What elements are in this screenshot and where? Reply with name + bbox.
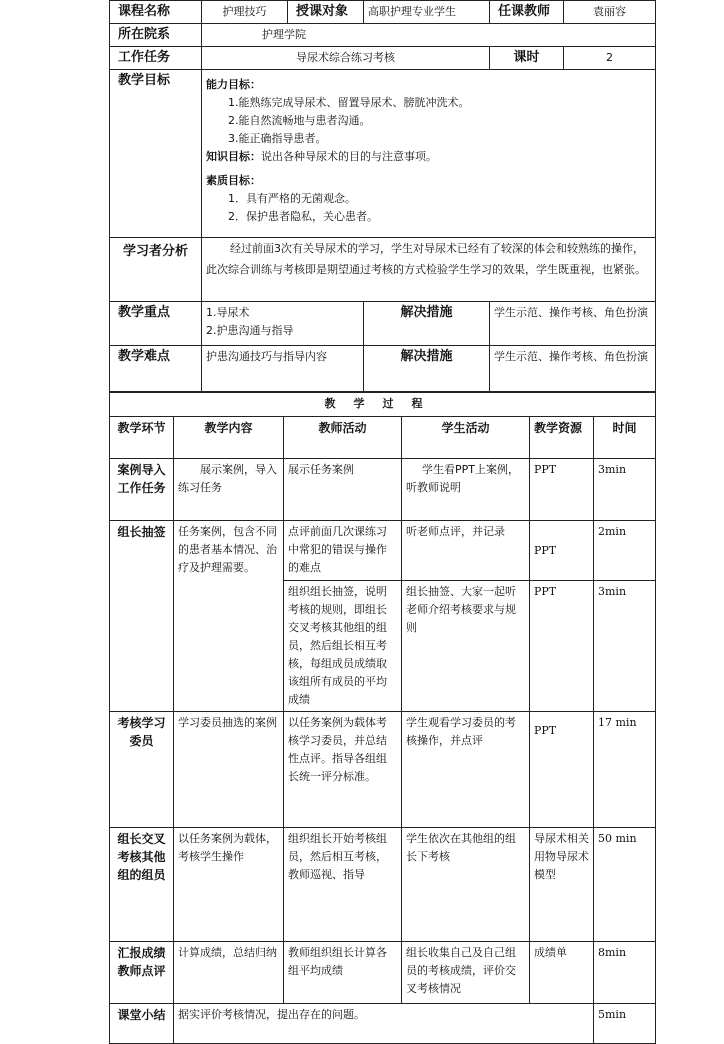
table-row bbox=[110, 712, 656, 828]
dept-value: 护理学院 bbox=[202, 24, 656, 47]
hours-label: 课时 bbox=[490, 47, 564, 70]
time-cell: 8min bbox=[594, 942, 656, 1004]
time-cell: 3min bbox=[594, 581, 656, 712]
content-cell: 计算成绩，总结归纳 bbox=[174, 942, 284, 1004]
key-item: 2.护患沟通与指导 bbox=[206, 324, 294, 337]
task-label: 工作任务 bbox=[110, 47, 202, 70]
ability-item: 1.能熟练完成导尿术、留置导尿术、膀胱冲洗术。 bbox=[228, 96, 470, 109]
student-cell: 听老师点评，并记录 bbox=[402, 521, 530, 581]
task-value: 导尿术综合练习考核 bbox=[202, 47, 490, 70]
audience: 高职护理专业学生 bbox=[364, 1, 490, 24]
table-row bbox=[110, 942, 656, 1004]
difficulty-label: 教学难点 bbox=[110, 346, 202, 392]
quality-item: 1．具有严格的无菌观念。 bbox=[228, 192, 356, 205]
knowledge-text: 说出各种导尿术的目的与注意事项。 bbox=[261, 150, 437, 163]
stage-cell: 组长抽签 bbox=[110, 521, 174, 712]
stage-cell: 课堂小结 bbox=[110, 1004, 174, 1044]
content-cell: 任务案例，包含不同的患者基本情况、治疗及护理需要。 bbox=[174, 521, 284, 712]
teacher-name: 袁丽容 bbox=[564, 1, 656, 24]
ability-title: 能力目标： bbox=[206, 78, 261, 91]
ability-item: 3.能正确指导患者。 bbox=[228, 132, 327, 145]
objectives-label: 教学目标 bbox=[110, 70, 202, 238]
teacher-cell: 教师组织组长计算各组平均成绩 bbox=[284, 942, 402, 1004]
key-items bbox=[202, 302, 364, 346]
stage-cell: 案例导入工作任务 bbox=[110, 459, 174, 521]
audience-label: 授课对象 bbox=[288, 1, 364, 24]
key-label: 教学重点 bbox=[110, 302, 202, 346]
stage-cell: 组长交叉考核其他组的组员 bbox=[110, 828, 174, 942]
time-cell: 50 min bbox=[594, 828, 656, 942]
analysis-text: 经过前面3次有关导尿术的学习，学生对导尿术已经有了较深的体会和较熟练的操作，此次综合训练与考核即是期望通过考核的方式检验学生学习的效果，学生既重视，也紧张。 bbox=[202, 238, 656, 302]
table-row bbox=[110, 459, 656, 521]
content-cell: 以任务案例为载体，考核学生操作 bbox=[174, 828, 284, 942]
knowledge-title: 知识目标： bbox=[206, 150, 261, 163]
key-measure-label: 解决措施 bbox=[364, 302, 490, 346]
resource-cell: PPT bbox=[530, 521, 594, 581]
teacher-label: 任课教师 bbox=[490, 1, 564, 24]
stage-cell: 考核学习委员 bbox=[110, 712, 174, 828]
process-table bbox=[109, 392, 656, 1044]
teacher-cell: 组织组长抽签，说明考核的规则，即组长交叉考核其他组的组员，然后组长相互考核，每组成员成绩取该组所有成员的平均成绩 bbox=[284, 581, 402, 712]
col-header: 教学内容 bbox=[174, 417, 284, 459]
teacher-cell: 点评前面几次课练习中常犯的错误与操作的难点 bbox=[284, 521, 402, 581]
dept-label: 所在院系 bbox=[110, 24, 202, 47]
knowledge-line bbox=[206, 148, 651, 166]
course-name: 护理技巧 bbox=[202, 1, 288, 24]
student-cell: 学生看PPT上案例，听教师说明 bbox=[402, 459, 530, 521]
course-name-label: 课程名称 bbox=[110, 1, 202, 24]
key-item: 1.导尿术 bbox=[206, 306, 250, 319]
quality-item: 2．保护患者隐私，关心患者。 bbox=[228, 210, 378, 223]
col-header: 教学资源 bbox=[530, 417, 594, 459]
resource-cell: PPT bbox=[530, 459, 594, 521]
difficulty-text: 护患沟通技巧与指导内容 bbox=[202, 346, 364, 392]
table-row bbox=[110, 521, 656, 581]
col-header: 时间 bbox=[594, 417, 656, 459]
quality-title: 素质目标： bbox=[206, 174, 261, 187]
analysis-label: 学习者分析 bbox=[110, 238, 202, 302]
col-header: 教学环节 bbox=[110, 417, 174, 459]
student-cell: 学生依次在其他组的组长下考核 bbox=[402, 828, 530, 942]
ability-item: 2.能自然流畅地与患者沟通。 bbox=[228, 114, 371, 127]
objectives-content bbox=[202, 70, 656, 238]
teacher-cell: 组织组长开始考核组员，然后相互考核，教师巡视、指导 bbox=[284, 828, 402, 942]
info-table bbox=[109, 0, 656, 392]
table-row bbox=[110, 828, 656, 942]
time-cell: 2min bbox=[594, 521, 656, 581]
teacher-cell: 以任务案例为载体考核学习委员，并总结性点评。指导各组组长统一评分标准。 bbox=[284, 712, 402, 828]
student-cell: 组长抽签、大家一起听老师介绍考核要求与规则 bbox=[402, 581, 530, 712]
student-cell: 学生观看学习委员的考核操作，并点评 bbox=[402, 712, 530, 828]
key-measure: 学生示范、操作考核、角色扮演 bbox=[490, 302, 656, 346]
resource-cell: PPT bbox=[530, 712, 594, 828]
teacher-cell: 展示任务案例 bbox=[284, 459, 402, 521]
stage-cell: 汇报成绩教师点评 bbox=[110, 942, 174, 1004]
difficulty-measure-label: 解决措施 bbox=[364, 346, 490, 392]
student-cell: 组长收集自己及自己组员的考核成绩，评价交叉考核情况 bbox=[402, 942, 530, 1004]
content-cell: 学习委员抽选的案例 bbox=[174, 712, 284, 828]
process-title: 教学过程 bbox=[110, 393, 656, 417]
content-cell: 展示案例，导入练习任务 bbox=[174, 459, 284, 521]
difficulty-measure: 学生示范、操作考核、角色扮演 bbox=[490, 346, 656, 392]
time-cell: 5min bbox=[594, 1004, 656, 1044]
time-cell: 3min bbox=[594, 459, 656, 521]
hours-value: 2 bbox=[564, 47, 656, 70]
col-header: 学生活动 bbox=[402, 417, 530, 459]
resource-cell: 导尿术相关用物导尿术模型 bbox=[530, 828, 594, 942]
col-header: 教师活动 bbox=[284, 417, 402, 459]
lesson-plan-page bbox=[109, 0, 655, 1024]
time-cell: 17 min bbox=[594, 712, 656, 828]
resource-cell: PPT bbox=[530, 581, 594, 712]
resource-cell: 成绩单 bbox=[530, 942, 594, 1004]
content-cell: 据实评价考核情况，提出存在的问题。 bbox=[174, 1004, 594, 1044]
